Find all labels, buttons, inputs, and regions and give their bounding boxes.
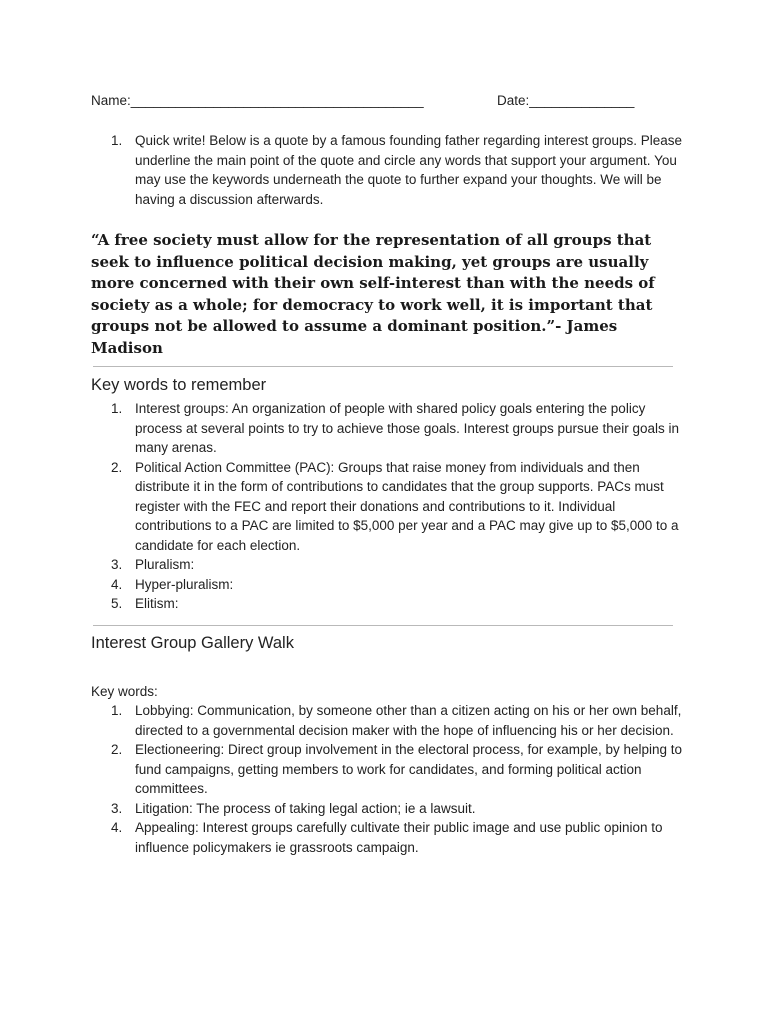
instruction-item — [90, 131, 690, 209]
gallery-keywords-label: Key words: — [91, 684, 158, 699]
list-item — [90, 740, 690, 799]
list-number: 3. — [111, 557, 123, 572]
section-heading-gallery: Interest Group Gallery Walk — [91, 634, 294, 652]
instruction-list — [90, 131, 690, 209]
list-item — [90, 575, 690, 595]
list-item — [90, 594, 690, 614]
list-item-text: Elitism: — [135, 596, 179, 611]
list-number: 5. — [111, 596, 123, 611]
list-item — [90, 399, 690, 458]
section-heading-keywords: Key words to remember — [91, 376, 267, 394]
list-item-text: Hyper-pluralism: — [135, 576, 234, 592]
list-item — [90, 458, 690, 556]
list-number: 1. — [111, 401, 123, 416]
list-item — [90, 818, 690, 857]
list-item-text: Interest groups: An organization of people with shared policy goals entering the policy process at several points to try to achieve those goals. Interest groups pursue their goals in many arenas. — [135, 401, 680, 455]
divider — [93, 625, 673, 626]
name-field: Name:_______________________________________ — [91, 93, 424, 108]
list-item — [90, 701, 690, 740]
list-item-text: Lobbying: Communication, by someone other than a citizen acting on his or her own behalf, directed to a governmental decision maker with the hope of influencing his or her decision. — [135, 703, 682, 738]
list-item-text: Electioneering: Direct group involvement in the electoral process, for example, by helping to fund campaigns, getting members to work for candidates, and forming political action committees. — [135, 742, 683, 796]
list-number: 1. — [111, 703, 123, 718]
list-number: 2. — [111, 459, 123, 475]
list-item-text: Pluralism: — [135, 557, 195, 572]
list-number: 2. — [111, 742, 123, 757]
date-field: Date:______________ — [497, 93, 635, 108]
madison-quote: “A free society must allow for the representation of all groups that seek to influence political decision making, yet groups are usually more concerned with their own self-interest than with the needs of society as a whole; for democracy to work well, it is important that groups not be allowed to assume a dominant position.”- James Madison — [91, 231, 655, 357]
list-number: 1. — [111, 133, 123, 148]
list-number: 4. — [111, 820, 123, 835]
list-item — [90, 799, 690, 819]
list-number: 3. — [111, 800, 123, 816]
keywords-list — [90, 399, 690, 614]
instruction-text: Quick write! Below is a quote by a famous founding father regarding interest groups. Please underline the main point of the quote and circle any words that support your argument. You may use the keywords underneath the quote to further expand your thoughts. We will be having a discussion afterwards. — [135, 133, 683, 207]
list-item-text: Litigation: The process of taking legal action; ie a lawsuit. — [135, 800, 476, 816]
list-item-text: Appealing: Interest groups carefully cultivate their public image and use public opinion to influence policymakers ie grassroots campaign. — [135, 820, 663, 855]
gallery-keywords-list — [90, 701, 690, 857]
list-item — [90, 555, 690, 575]
list-item-text: Political Action Committee (PAC): Groups that raise money from individuals and then distribute it in the form of contributions to candidates that the group supports. PACs must register with the FEC and report their donations and contributions to it. Individual contributions to a PAC are limited to $5,000 per year and a PAC may give up to $5,000 to a candidate for each election. — [135, 459, 679, 553]
divider — [93, 366, 673, 367]
list-number: 4. — [111, 576, 123, 592]
